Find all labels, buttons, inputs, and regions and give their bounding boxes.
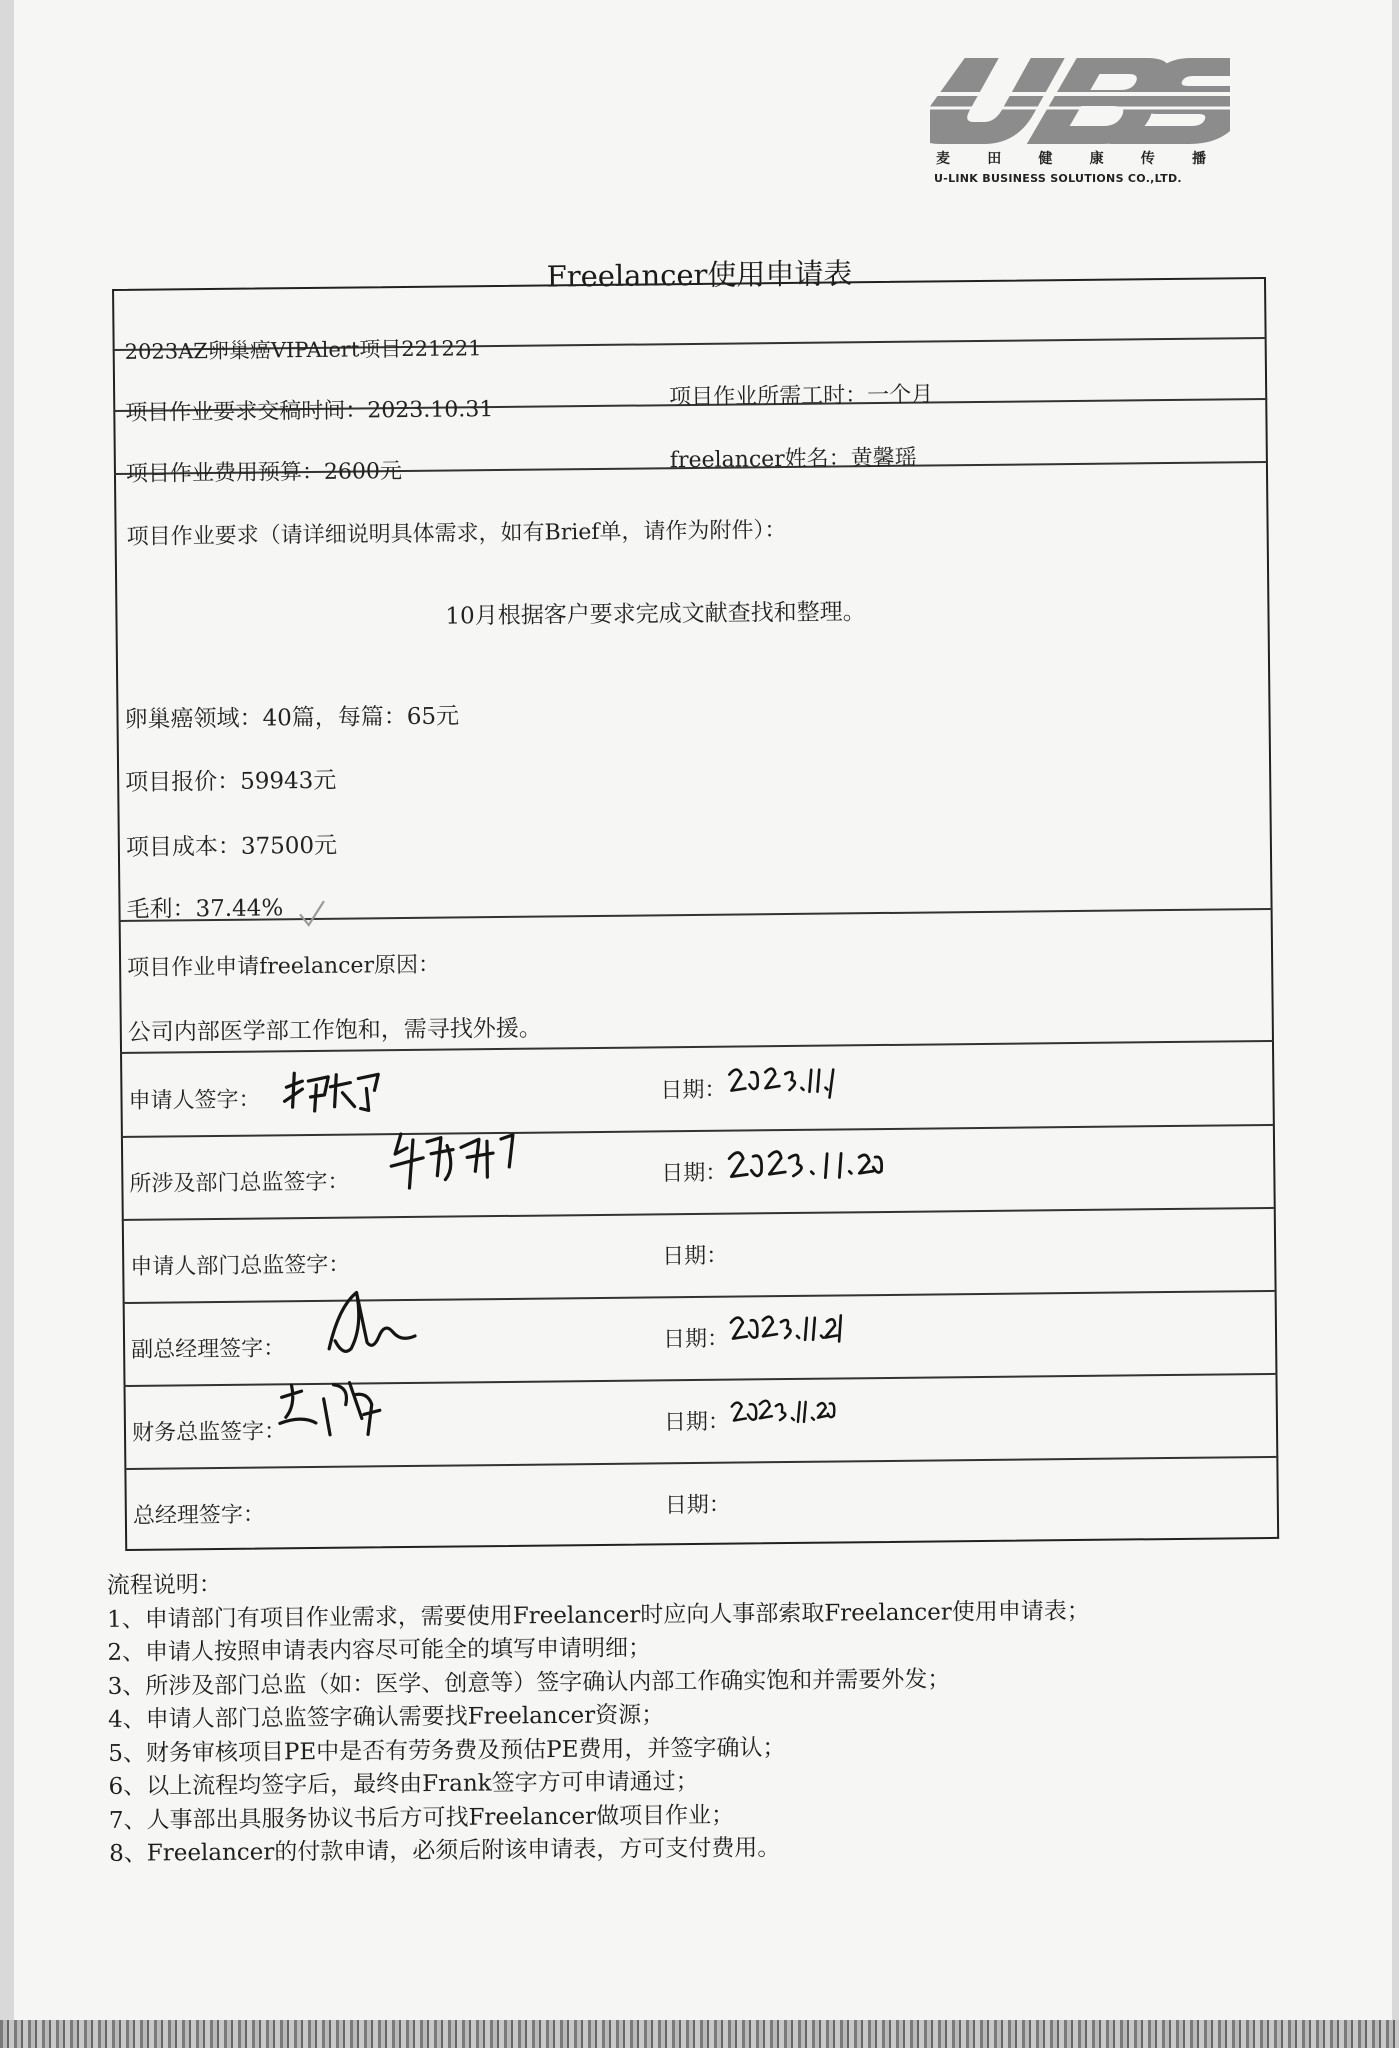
logo-char: 传 [1140, 151, 1155, 167]
company-logo [930, 48, 1240, 198]
process-note-item: 4、申请人部门总监签字确认需要找Freelancer资源； [107, 1702, 665, 1733]
freelancer-value: 黄馨瑶 [850, 445, 917, 472]
gm-signature-label: 总经理签字： [132, 1502, 266, 1529]
freelancer-field [670, 441, 917, 475]
deputy-gm-handwritten-date [727, 1305, 847, 1348]
project-name: 2023AZ卵巢癌VIPAlert项目221221 [124, 336, 482, 364]
logo-char: 田 [987, 151, 1002, 167]
logo-char: 播 [1191, 151, 1206, 167]
process-notes-heading: 流程说明： [106, 1571, 222, 1599]
requirements-summary: 10月根据客户要求完成文献查找和整理。 [445, 599, 866, 630]
hours-label: 项目作业所需工时： [669, 383, 868, 411]
applicant-signature-label: 申请人签字： [128, 1087, 261, 1114]
freelancer-label: freelancer姓名： [669, 446, 851, 474]
process-note-item: 2、申请人按照申请表内容尽可能全的填写申请明细； [107, 1635, 652, 1666]
process-notes [107, 1560, 1230, 1871]
check-mark-icon [296, 899, 326, 929]
requirement-line: 毛利：37.44% [126, 895, 284, 923]
date-label: 日期： [662, 1243, 729, 1270]
logo-english-name: U-LINK BUSINESS SOLUTIONS CO.,LTD. [934, 172, 1182, 185]
finance-director-handwritten-date [728, 1390, 838, 1431]
requirement-line: 项目成本：37500元 [125, 832, 338, 861]
logo-char: 麦 [936, 151, 950, 167]
logo-char: 健 [1038, 151, 1053, 167]
process-note-item: 8、Freelancer的付款申请，必须后附该申请表，方可支付费用。 [109, 1835, 781, 1867]
process-note-item: 3、所涉及部门总监（如：医学、创意等）签字确认内部工作确实饱和并需要外发； [107, 1666, 951, 1700]
department-director-signature-label: 所涉及部门总监签字： [129, 1169, 350, 1197]
process-note-item: 5、财务审核项目PE中是否有劳务费及预估PE费用，并签字确认； [108, 1734, 786, 1767]
budget-value: 2600元 [323, 459, 403, 485]
process-note-item: 1、申请部门有项目作业需求，需要使用Freelancer时应向人事部索取Freelancer使用申请表； [107, 1597, 1090, 1633]
date-label: 日期： [661, 1160, 728, 1187]
finance-director-signature-label: 财务总监签字： [131, 1419, 287, 1446]
budget-label: 项目作业费用预算： [125, 459, 325, 487]
date-label: 日期： [660, 1077, 727, 1104]
department-director-handwritten-signature [383, 1127, 534, 1201]
reason-text: 公司内部医学部工作饱和，需寻找外援。 [127, 1015, 542, 1046]
budget-field [126, 454, 402, 488]
requirement-line: 项目报价：59943元 [125, 767, 337, 796]
hours-value: 一个月 [867, 382, 934, 409]
reason-heading: 项目作业申请freelancer原因： [127, 952, 441, 981]
finance-director-handwritten-signature [271, 1374, 402, 1445]
deadline-field [125, 392, 493, 427]
logo-char: 康 [1089, 151, 1104, 167]
application-form-table [112, 277, 1279, 1551]
requirements-heading: 项目作业要求（请详细说明具体需求，如有Brief单，请作为附件）： [126, 517, 787, 550]
requirement-line: 卵巢癌领域：40篇，每篇：65元 [124, 703, 460, 733]
date-label: 日期： [662, 1326, 730, 1353]
applicant-director-signature-label: 申请人部门总监签字： [130, 1252, 351, 1280]
deputy-gm-signature-label: 副总经理签字： [131, 1336, 286, 1363]
logo-chinese-name [936, 148, 1206, 168]
deputy-gm-handwritten-signature [322, 1286, 433, 1357]
form-title: Freelancer使用申请表 [546, 256, 853, 294]
hours-field [669, 377, 933, 411]
ubs-logo-icon [930, 48, 1230, 148]
process-note-item: 7、人事部出具服务协议书后方可找Freelancer做项目作业； [108, 1801, 735, 1834]
applicant-handwritten-signature [280, 1066, 391, 1117]
deadline-label: 项目作业要求交稿时间： [125, 398, 368, 426]
applicant-handwritten-date [725, 1059, 845, 1100]
deadline-value: 2023.10.31 [367, 397, 494, 424]
department-director-handwritten-date [725, 1141, 885, 1187]
date-label: 日期： [664, 1492, 731, 1519]
process-note-item: 6、以上流程均签字后，最终由Frank签字方可申请通过； [108, 1768, 699, 1800]
date-label: 日期： [663, 1409, 731, 1436]
scan-edge [0, 2020, 1399, 2048]
